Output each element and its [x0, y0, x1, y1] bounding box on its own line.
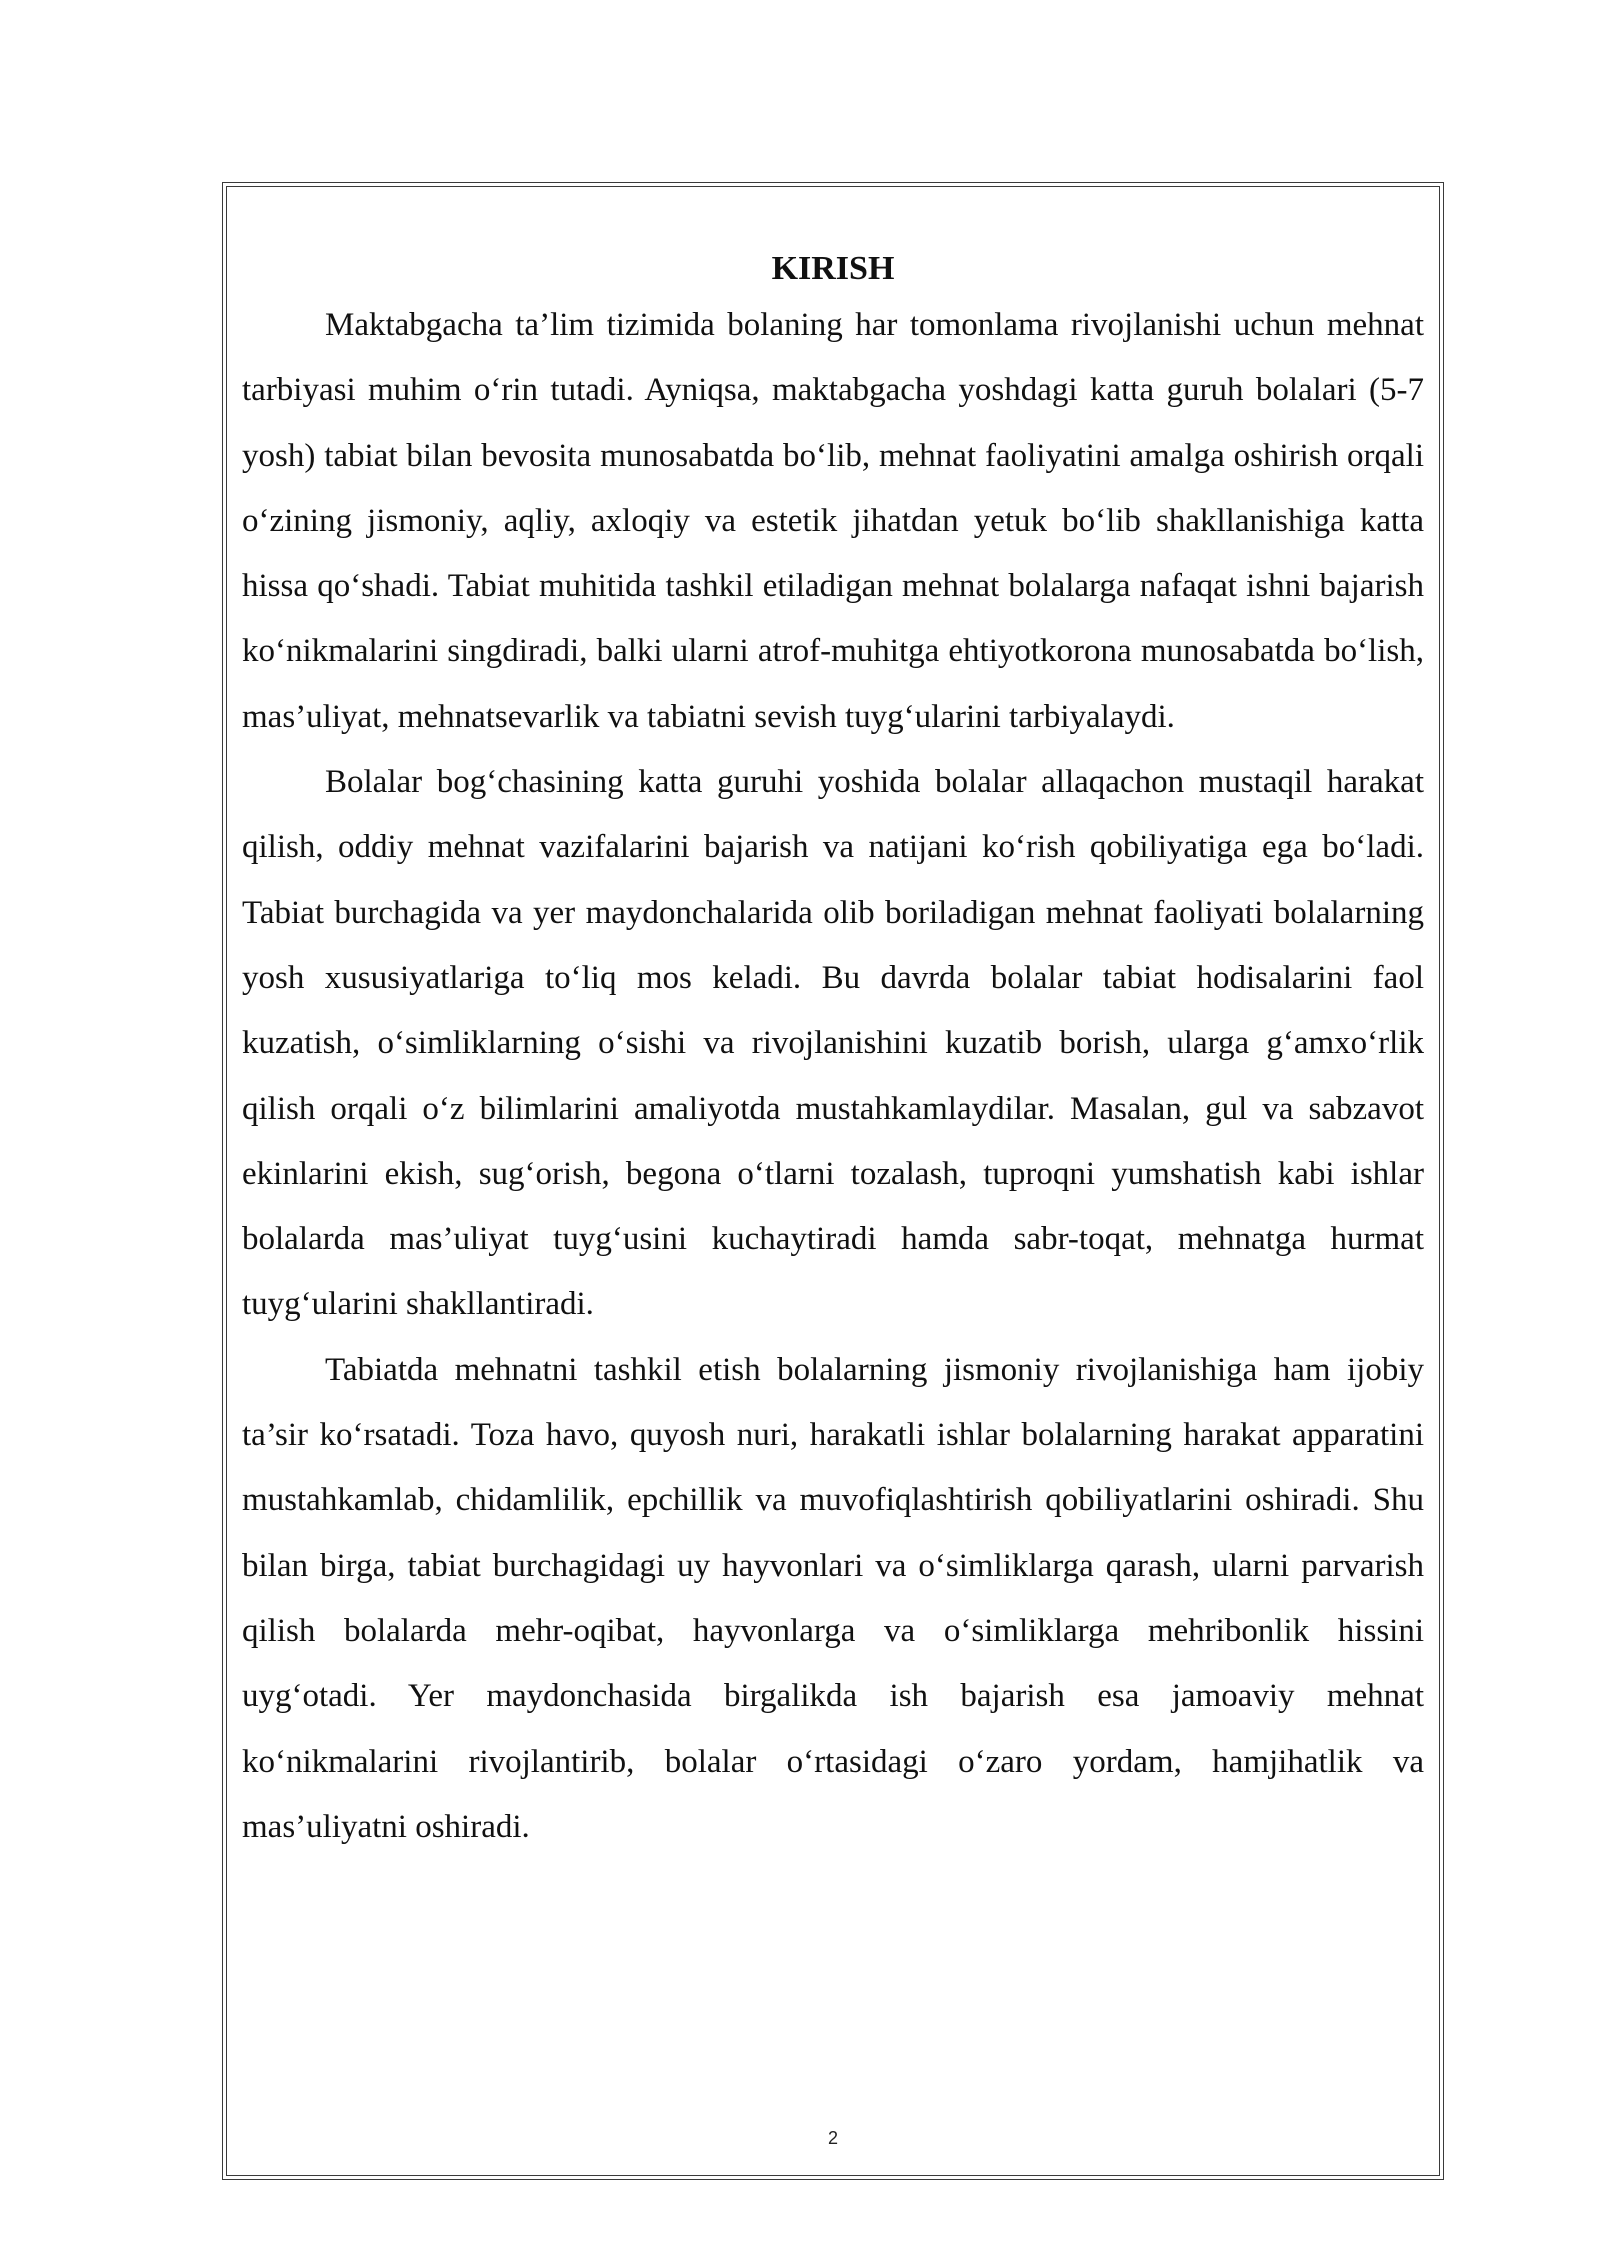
page-number: 2 [827, 2128, 838, 2148]
paragraph-1: Maktabgacha ta’lim tizimida bolaning har tomonlama rivojlanishi uchun mehnat tarbiyasi muhim o‘rin tutadi. Ayniqsa, maktabgacha yoshdagi katta guruh bolalari (5-7 yosh) tabiat bilan bevosita munosabatda bo‘lib, mehnat faoliyatini amalga oshirish orqali o‘zining jismoniy, aqliy, axloqiy va estetik jihatdan yetuk bo‘lib shakllanishiga katta hissa qo‘shadi. Tabiat muhitida tashkil etiladigan mehnat bolalarga nafaqat ishni bajarish ko‘nikmalarini singdiradi, balki ularni atrof-muhitga ehtiyotkorona munosabatda bo‘lish, mas’uliyat, mehnatsevarlik va tabiatni sevish tuyg‘ularini tarbiyalaydi. [242, 307, 1424, 735]
page-border-frame [226, 186, 1440, 2176]
paragraph-3: Tabiatda mehnatni tashkil etish bolalarning jismoniy rivojlanishiga ham ijobiy ta’sir ko‘rsatadi. Toza havo, quyosh nuri, harakatli ishlar bolalarning harakat apparatini mustahkamlab, chidamlilik, epchillik va muvofiqlashtirish qobiliyatlarini oshiradi. Shu bilan birga, tabiat burchagidagi uy hayvonlari va o‘simliklarga qarash, ularni parvarish qilish bolalarda mehr-oqibat, hayvonlarga va o‘simliklarga mehribonlik hissini uyg‘otadi. Yer maydonchasida birgalikda ish bajarish esa jamoaviy mehnat ko‘nikmalarini rivojlantirib, bolalar o‘rtasidagi o‘zaro yordam, hamjihatlik va mas’uliyatni oshiradi. [242, 1351, 1424, 1845]
page-content [242, 247, 1424, 1860]
paragraph-2: Bolalar bog‘chasining katta guruhi yoshida bolalar allaqachon mustaqil harakat qilish, oddiy mehnat vazifalarini bajarish va natijani ko‘rish qobiliyatiga ega bo‘ladi. Tabiat burchagida va yer maydonchalarida olib boriladigan mehnat faoliyati bolalarning yosh xususiyatlariga to‘liq mos keladi. Bu davrda bolalar tabiat hodisalarini faol kuzatish, o‘simliklarning o‘sishi va rivojlanishini kuzatib borish, ularga g‘amxo‘rlik qilish orqali o‘z bilimlarini amaliyotda mustahkamlaydilar. Masalan, gul va sabzavot ekinlarini ekish, sug‘orish, begona o‘tlarni tozalash, tuproqni yumshatish kabi ishlar bolalarda mas’uliyat tuyg‘usini kuchaytiradi hamda sabr-toqat, mehnatga hurmat tuyg‘ularini shakllantiradi. [242, 764, 1424, 1323]
page-title: KIRISH [771, 250, 895, 287]
